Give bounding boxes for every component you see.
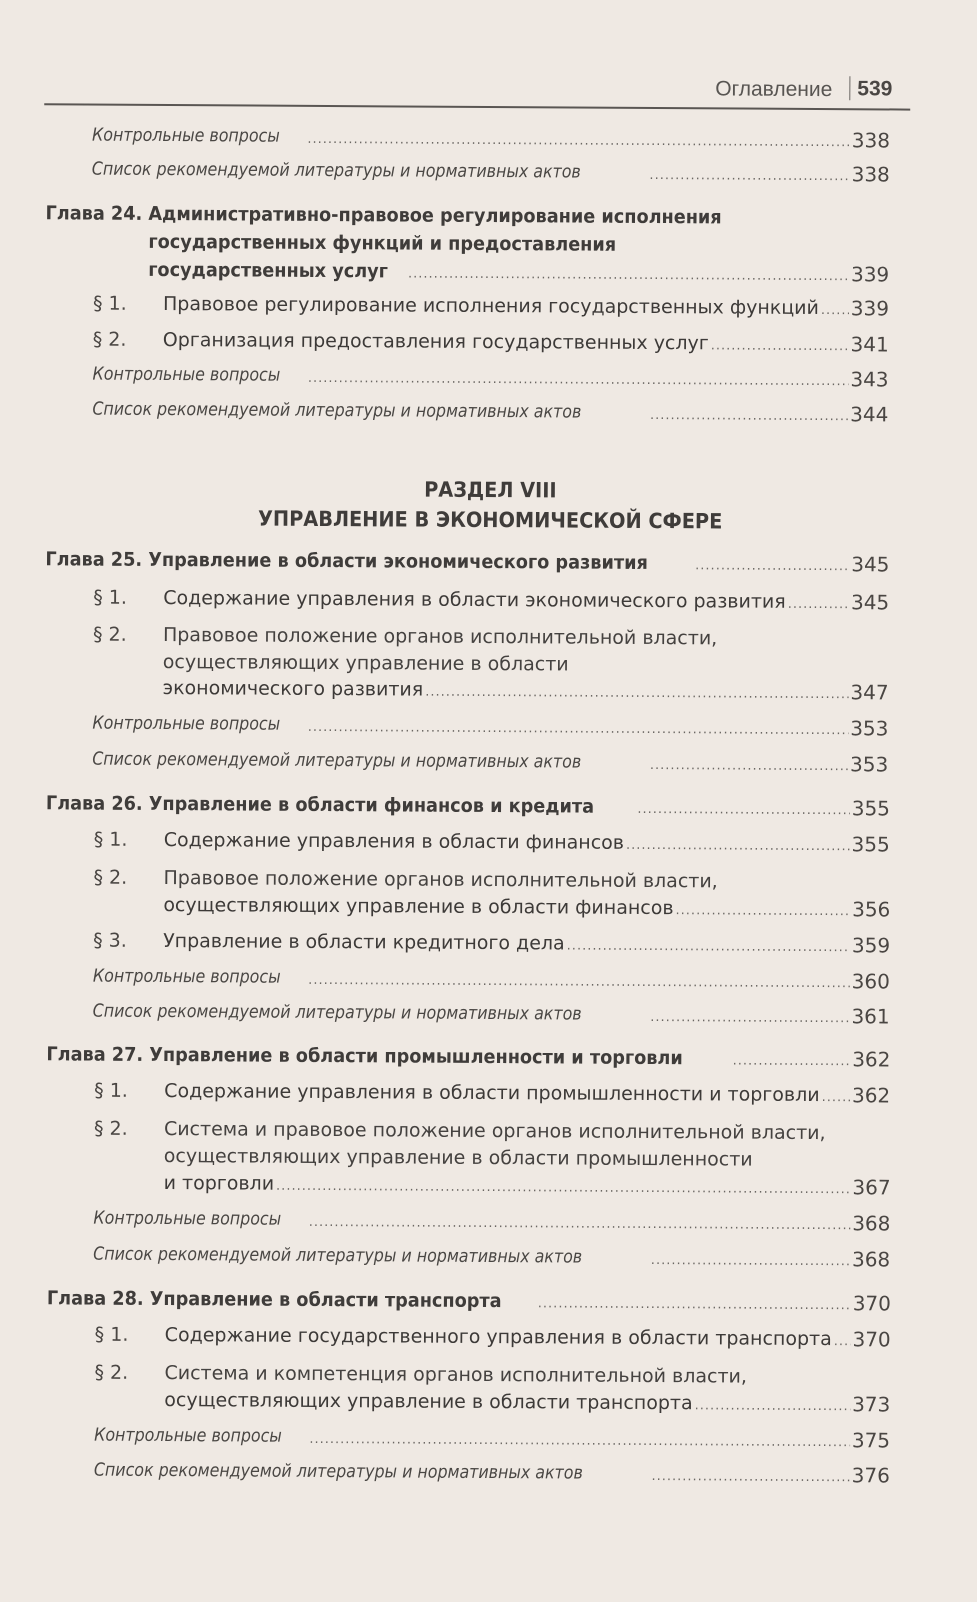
section-number: § 2. — [93, 1117, 128, 1140]
leader-dots — [538, 1293, 851, 1317]
toc-entry-questions[interactable]: Контрольные вопросы ..... 343 — [93, 361, 889, 394]
leader-dots — [651, 1466, 849, 1489]
leader-dots — [650, 405, 848, 428]
leader-dots — [567, 935, 850, 959]
toc-section[interactable]: осуществляющих управление в области финансов ..... 356 — [163, 891, 890, 923]
chapter-24-title-line-2[interactable]: государственных функций и предоставления — [148, 230, 617, 256]
section-number: § 1. — [92, 292, 127, 315]
toc-entry-questions[interactable]: Контрольные вопросы ..... 338 — [92, 122, 890, 155]
header-title: Оглавление — [715, 77, 833, 102]
section-number: § 3. — [93, 929, 127, 952]
toc-section[interactable]: Управление в области кредитного дела ..... 359 — [163, 927, 890, 959]
toc-entry-literature[interactable]: Список рекомендуемой литературы и нормативных актов ..... 344 — [92, 396, 888, 429]
toc-entry-questions[interactable]: Контрольные вопросы ..... 375 — [94, 1422, 890, 1455]
leader-dots — [307, 129, 850, 154]
toc-section[interactable]: экономического развития ..... 347 — [163, 674, 889, 706]
leader-dots — [821, 300, 849, 322]
toc-entry-questions[interactable]: Контрольные вопросы ..... 353 — [92, 710, 888, 743]
leader-dots — [308, 717, 849, 742]
toc-entry-literature[interactable]: Список рекомендуемой литературы и нормативных актов ..... 361 — [93, 998, 890, 1031]
leader-dots — [650, 1007, 849, 1030]
section-number: § 2. — [93, 866, 128, 889]
leader-dots — [788, 594, 849, 616]
toc-chapter-24[interactable]: государственных услуг ..... 339 — [148, 256, 889, 289]
toc-entry-literature[interactable]: Список рекомендуемой литературы и нормативных актов ..... 376 — [94, 1457, 890, 1490]
leader-dots — [308, 970, 850, 995]
leader-dots — [276, 1176, 850, 1202]
part-title: УПРАВЛЕНИЕ В ЭКОНОМИЧЕСКОЙ СФЕРЕ — [258, 506, 723, 534]
leader-dots — [711, 335, 849, 358]
section-title-line[interactable]: Система и правовое положение органов исполнительной власти, — [163, 1118, 826, 1145]
toc-entry-literature[interactable]: Список рекомендуемой литературы и нормативных актов ..... 353 — [92, 746, 888, 779]
toc-section[interactable]: Содержание управления в области промышленности и торговли ..... 362 — [164, 1077, 890, 1109]
section-title-line[interactable]: осуществляющих управление в области — [162, 651, 569, 676]
leader-dots — [695, 1395, 851, 1418]
toc-chapter-28[interactable]: Глава 28. Управление в области транспорта ..... 370 — [47, 1284, 891, 1317]
section-number: § 1. — [93, 586, 127, 609]
toc-section[interactable]: Содержание управления в области финансов ..... 355 — [164, 826, 890, 858]
section-number: § 2. — [92, 328, 127, 351]
section-number: § 1. — [94, 1079, 128, 1102]
section-title-line[interactable]: Правовое положение органов исполнительной власти, — [163, 867, 718, 893]
leader-dots — [626, 835, 850, 858]
toc-chapter-27[interactable]: Глава 27. Управление в области промышленности и торговли ..... 362 — [46, 1040, 890, 1073]
section-number: § 2. — [94, 1361, 129, 1384]
leader-dots — [822, 1087, 851, 1109]
section-title-line[interactable]: осуществляющих управление в области промышленности — [163, 1145, 753, 1171]
toc-chapter-25[interactable]: Глава 25. Управление в области экономического развития ..... 345 — [45, 545, 889, 578]
section-number: § 2. — [92, 623, 127, 646]
toc-section[interactable]: Организация предоставления государственных услуг ..... 341 — [163, 326, 889, 358]
section-title-line[interactable]: Правовое положение органов исполнительной власти, — [162, 624, 718, 650]
leader-dots — [651, 1250, 850, 1273]
leader-dots — [408, 263, 849, 288]
toc-entry-literature[interactable]: Список рекомендуемой литературы и нормативных актов ..... 368 — [93, 1241, 890, 1274]
toc-chapter-26[interactable]: Глава 26. Управление в области финансов и кредита ..... 355 — [46, 789, 890, 822]
leader-dots — [650, 755, 848, 778]
toc-entry-literature[interactable]: Список рекомендуемой литературы и нормативных актов ..... 338 — [92, 156, 890, 189]
toc-section[interactable]: и торговли ..... 367 — [164, 1169, 891, 1201]
leader-dots — [425, 682, 848, 707]
leader-dots — [733, 1050, 851, 1073]
header-separator — [849, 76, 851, 100]
section-title-line[interactable]: Система и компетенция органов исполнительной власти, — [164, 1362, 748, 1388]
toc-section[interactable]: Правовое регулирование исполнения государственных функций ..... 339 — [163, 290, 889, 322]
page-number: 539 — [857, 77, 893, 101]
toc-entry-questions[interactable]: Контрольные вопросы ..... 360 — [93, 963, 890, 996]
leader-dots — [675, 900, 850, 923]
section-number: § 1. — [93, 828, 128, 851]
toc-section[interactable]: Содержание государственного управления в области транспорта ..... 370 — [165, 1321, 891, 1353]
toc-section[interactable]: Содержание управления в области экономического развития ..... 345 — [163, 584, 889, 616]
leader-dots — [695, 555, 849, 578]
toc-entry-questions[interactable]: Контрольные вопросы ..... 368 — [93, 1205, 890, 1238]
leader-dots — [308, 368, 849, 393]
section-number: § 1. — [94, 1323, 129, 1346]
part-number: РАЗДЕЛ VIII — [424, 477, 557, 503]
leader-dots — [649, 165, 849, 188]
toc-section[interactable]: осуществляющих управление в области транспорта ..... 373 — [164, 1386, 890, 1418]
leader-dots — [309, 1429, 850, 1454]
chapter-24-title-line-1[interactable]: Глава 24. Административно-правовое регулирование исполнения — [45, 202, 722, 229]
leader-dots — [309, 1212, 851, 1237]
running-header — [44, 67, 910, 110]
leader-dots — [637, 799, 850, 822]
leader-dots — [834, 1331, 851, 1353]
